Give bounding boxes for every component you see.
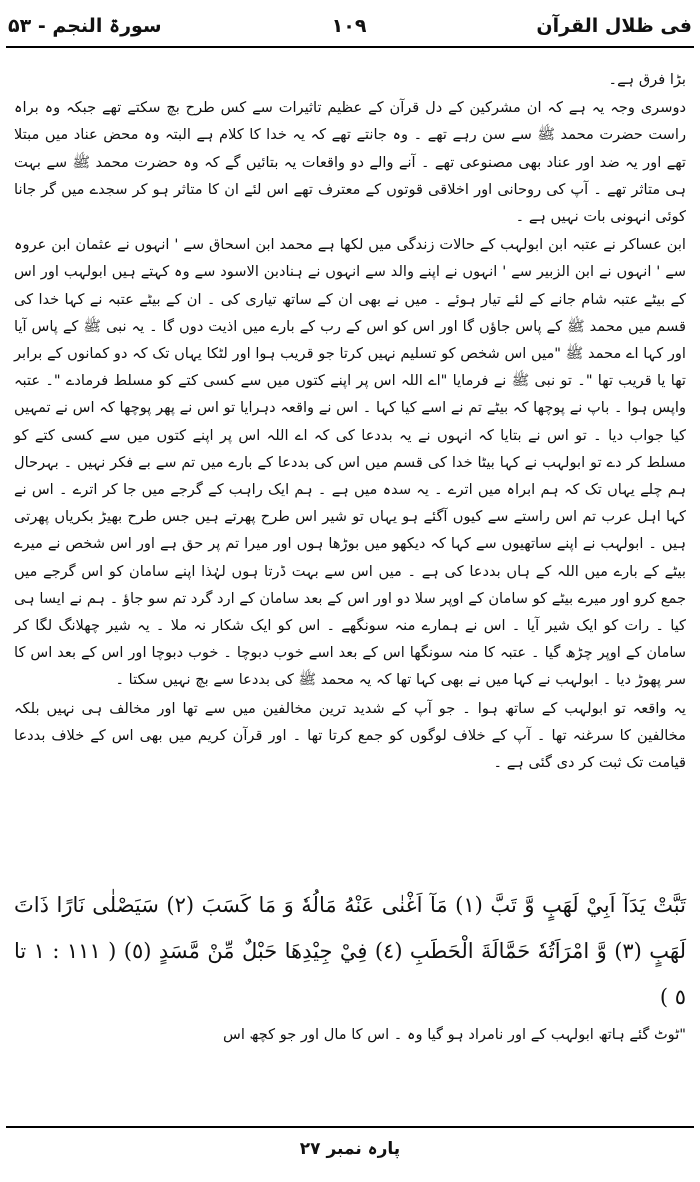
paragraph: ابن عساکر نے عتبہ ابن ابولہب کے حالات زندگی میں لکھا ہے محمد ابن اسحاق سے ' انہوں نے عثمان ابن عروہ سے ' انہوں نے ابن الزبیر سے ' انہوں نے اپنے والد سے انہوں نے ہنادبن الاسود سے وہ کہتے ہیں ابولہب اور اس کے بیٹے عتبہ شام جانے کے لئے تیار ہوئے ۔ میں نے بھی ان کے ساتھ تیاری کی ۔ ان کے بیٹے عتبہ نے کہا خدا کی قسم میں محمد ﷺ کے پاس جاؤں گا اور اس کو اس کے رب کے بارے میں اذیت دوں گا ۔ یہ نبی ﷺ کے پاس آیا اور کہا اے محمد ﷺ "میں اس شخص کو تسلیم نہیں کرتا جو قریب ہوا اور لٹکا یہاں تک کہ دو کمانوں کے برابر تھا یا قریب تھا "۔ تو نبی ﷺ نے فرمایا "اے اللہ اس پر اپنے کتوں میں سے کسی کتے کو مسلط فرمادے "۔ عتبہ واپس ہوا ۔ باپ نے پوچھا کہ بیٹے تم نے اسے کیا کہا ۔ اس نے واقعہ دہرایا تو اس نے پھر پوچھا کہ اس نے تمہیں کیا جواب دیا ۔ تو اس نے بتایا کہ انہوں نے یہ بددعا کی کہ اے اللہ اس پر اپنے کتوں میں سے کسی کتے کو مسلط کر دے تو ابولہب نے کہا بیٹا خدا کی قسم میں اس کی بددعا کے بارے میں تم سے بے فکر نہیں ۔ بہرحال ہم چلے یہاں تک کہ ہم ابراہ میں اترے ۔ یہ سدہ میں ہے ۔ ہم ایک راہب کے گرجے میں جا کر اترے ۔ اس نے کہا اہل عرب تم اس راستے سے کیوں آگئے ہو یہاں تو شیر اس طرح پھرتے ہیں جس طرح بھیڑ بکریاں پھرتی ہیں ۔ ابولہب نے اپنے ساتھیوں سے کہا کہ دیکھو میں بوڑھا ہوں اور میرا تم پر حق ہے اور اس شخص نے میرے بیٹے کے بارے میں اللہ کے ہاں بددعا کی ہے ۔ میں اس سے بہت ڈرتا ہوں لہٰذا اپنے سامان کو اس گرجے میں جمع کرو اور میرے بیٹے کو سامان کے اوپر سلا دو اور اس کے بعد سامان کے ارد گرد تم سو جاؤ ۔ ہم نے ایسا ہی کیا ۔ رات کو ایک شیر آیا ۔ اس نے ہمارے منہ سونگھے ۔ اس کو ایک شکار نہ ملا ۔ یہ شیر چھلانگ لگا کر سامان کے اوپر چڑھ گیا ۔ عتبہ کا منہ سونگھا اس کے بعد اسے خوب دبوچا ۔ خوب دبوچا اور اس کے بعد اس کا سر پھوڑ دیا ۔ ابولہب نے کہا میں نے بھی کہا تھا کہ یہ محمد ﷺ کی بددعا سے بچ نہیں سکتا ۔	[14, 236, 686, 689]
page-header	[8, 10, 692, 42]
para-number: پارہ نمبر ۲۷	[299, 1139, 401, 1159]
header-divider	[6, 46, 694, 48]
paragraph: یہ واقعہ تو ابولہب کے ساتھ ہوا ۔ جو آپ کے شدید ترین مخالفین میں سے تھا اور مخالف ہی نہیں بلکہ مخالفین کا سرغنہ تھا ۔ آپ کے خلاف لوگوں کو جمع کرتا تھا ۔ اور قرآن کریم میں بھی اس کے خلاف بددعا قیامت تک ثبت کر دی گئی ہے ۔	[14, 699, 686, 772]
paragraph: دوسری وجہ یہ ہے کہ ان مشرکین کے دل قرآن کے عظیم تاثیرات سے کس طرح بچ سکتے تھے جبکہ وہ براہ راست حضرت محمد ﷺ سے سن رہے تھے ۔ وہ جانتے تھے کہ یہ خدا کا کلام ہے البتہ وہ محض عناد میں مبتلا تھے اور یہ ضد اور عناد بھی مصنوعی تھے ۔ آنے والے دو واقعات یہ بتائیں گے کہ وہ حضرت محمد ﷺ سے بہت ہی متاثر تھے ۔ آپ کی روحانی اور اخلاقی قوتوں کے معترف تھے اس لئے ان کا متاثر ہو کر سجدے میں گر جانا کوئی انہونی بات نہیں ہے ۔	[14, 99, 686, 226]
quran-verse: تَبَّتْ يَدَآ اَبِيْ لَهَبٍ وَّ تَبَّ (١) مَآ اَغْنٰى عَنْهُ مَالُهٗ وَ مَا كَسَبَ (٢) سَيَصْلٰى نَارًا ذَاتَ لَهَبٍ (٣) وَّ امْرَاَتُهٗ حَمَّالَةَ الْحَطَبِ (٤) فِيْ جِيْدِهَا حَبْلٌ مِّنْ مَّسَدٍ (٥) ( ١١١ : ١ تا ٥ )	[14, 893, 686, 1009]
body-text	[14, 66, 686, 776]
surah-name: سورۃ النجم - ۵۳	[8, 15, 162, 37]
book-title: فی ظلال القرآن	[536, 15, 692, 37]
page-number: ۱۰۹	[331, 15, 367, 37]
paragraph: بڑا فرق ہے۔	[608, 71, 686, 88]
verse-translation: "ٹوٹ گئے ہاتھ ابولہب کے اور نامراد ہو گیا وہ ۔ اس کا مال اور جو کچھ اس	[223, 1026, 686, 1043]
footer-divider	[6, 1126, 694, 1128]
